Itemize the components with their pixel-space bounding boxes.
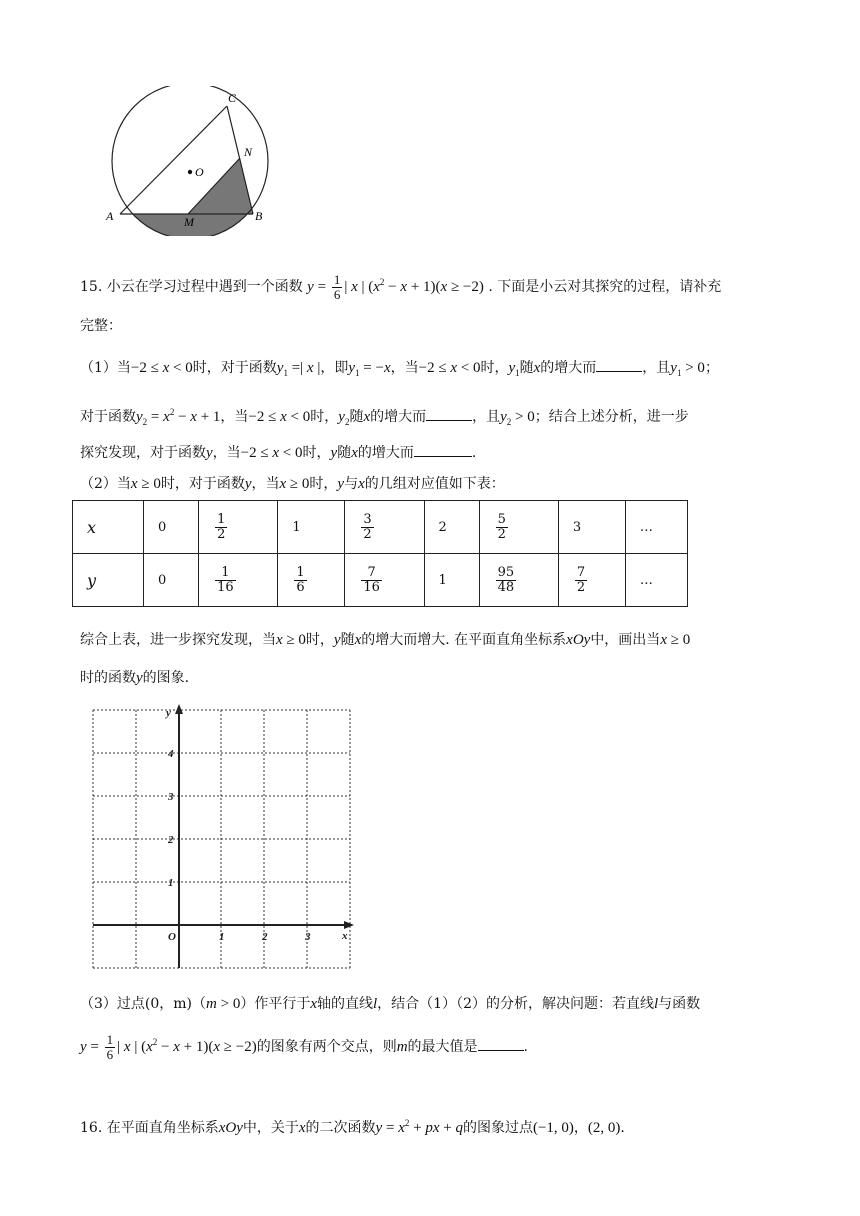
blank-2[interactable] <box>426 406 472 421</box>
table-header-x: x <box>73 501 144 554</box>
q15-after-table-1: 综合上表，进一步探究发现，当x ≥ 0时，y随x的增大而增大. 在平面直角坐标系xOy中，画出当x ≥ 0 <box>80 632 691 648</box>
table-cell: 1 <box>424 554 479 607</box>
table-cell: … <box>625 501 687 554</box>
x-tick-1: 1 <box>219 931 225 943</box>
q16-text: 16. 在平面直角坐标系xOy中，关于x的二次函数$y = x^2$ + px + q的图象过点(−1, 0)，(2, 0). <box>80 1118 625 1136</box>
table-cell: 2 <box>424 501 479 554</box>
q15-part1-line3: 探究发现，对于函数y，当−2 ≤ x < 0时，y随x的增大而 . <box>80 442 476 463</box>
table-row-y <box>73 554 688 607</box>
blank-3[interactable] <box>414 442 472 457</box>
table-cell: $\frac{7}{2}$ <box>558 554 625 607</box>
y-tick-1: 1 <box>168 877 174 889</box>
y-tick-3: 3 <box>168 791 174 803</box>
label-O: O <box>195 165 204 179</box>
q15-intro: 15. 小云在学习过程中遇到一个函数 y = $\frac{1}{6}$ | x | $(x^2 - x + 1)(x \ge -2)$ . 下面是小云对其探究的过程，请补充 <box>80 272 722 303</box>
label-B: B <box>255 209 263 223</box>
table-row-x <box>73 501 688 554</box>
y-tick-2: 2 <box>168 834 174 846</box>
table-cell: … <box>625 554 687 607</box>
q15-part3-line1: （3）过点(0，m)（m > 0）作平行于x轴的直线l，结合（1）（2）的分析，解决问题：若直线l与函数 <box>80 996 701 1012</box>
table-cell: $\frac{5}{2}$ <box>479 501 558 554</box>
table-cell: $\frac{1}{16}$ <box>199 554 278 607</box>
q15-after-table-2: 时的函数y的图象. <box>80 670 190 686</box>
x-tick-2: 2 <box>262 931 268 943</box>
table-cell: $\frac{1}{2}$ <box>199 501 278 554</box>
table-header-y: y <box>73 554 144 607</box>
coordinate-grid <box>86 702 358 974</box>
table-cell: $\frac{7}{16}$ <box>345 554 424 607</box>
q15-part1-line2: 对于函数$y_2 = x^2 - x + 1$，当−2 ≤ x < 0时，$y_2$随x的增大而 ，且$y_2 > 0$；结合上述分析，进一步 <box>80 407 689 427</box>
y-axis-label: y <box>166 707 171 719</box>
label-N: N <box>244 145 253 159</box>
y-tick-4: 4 <box>168 748 174 760</box>
label-A: A <box>106 209 114 223</box>
x-tick-3: 3 <box>305 931 311 943</box>
values-table <box>72 500 688 607</box>
blank-4[interactable] <box>478 1036 524 1051</box>
table-cell: $\frac{1}{6}$ <box>278 554 345 607</box>
table-cell: $\frac{95}{48}$ <box>479 554 558 607</box>
table-cell: 0 <box>144 501 199 554</box>
x-axis-label: x <box>342 930 348 942</box>
origin-label: O <box>168 931 176 943</box>
table-cell: 0 <box>144 554 199 607</box>
q15-part2-intro: （2）当x ≥ 0时，对于函数y，当x ≥ 0时，y与x的几组对应值如下表： <box>80 476 505 492</box>
q15-intro-line2: 完整： <box>80 318 122 334</box>
circle-figure <box>100 86 280 236</box>
q15-part3-line2: y = $\frac{1}{6}$ | x | $(x^2 - x + 1)(x \ge -2)$的图象有两个交点，则m的最大值是 . <box>80 1032 528 1063</box>
q15-part1-line1: （1）当−2 ≤ x < 0时，对于函数$y_1$ =| x |，即$y_1 = -x$，当−2 ≤ x < 0时，$y_1$随x的增大而 ，且$y_1 > 0$； <box>80 357 719 383</box>
table-cell: $\frac{3}{2}$ <box>345 501 424 554</box>
label-C: C <box>228 91 237 105</box>
table-cell: 3 <box>558 501 625 554</box>
blank-1[interactable] <box>596 357 642 372</box>
table-cell: 1 <box>278 501 345 554</box>
label-M: M <box>184 215 194 229</box>
